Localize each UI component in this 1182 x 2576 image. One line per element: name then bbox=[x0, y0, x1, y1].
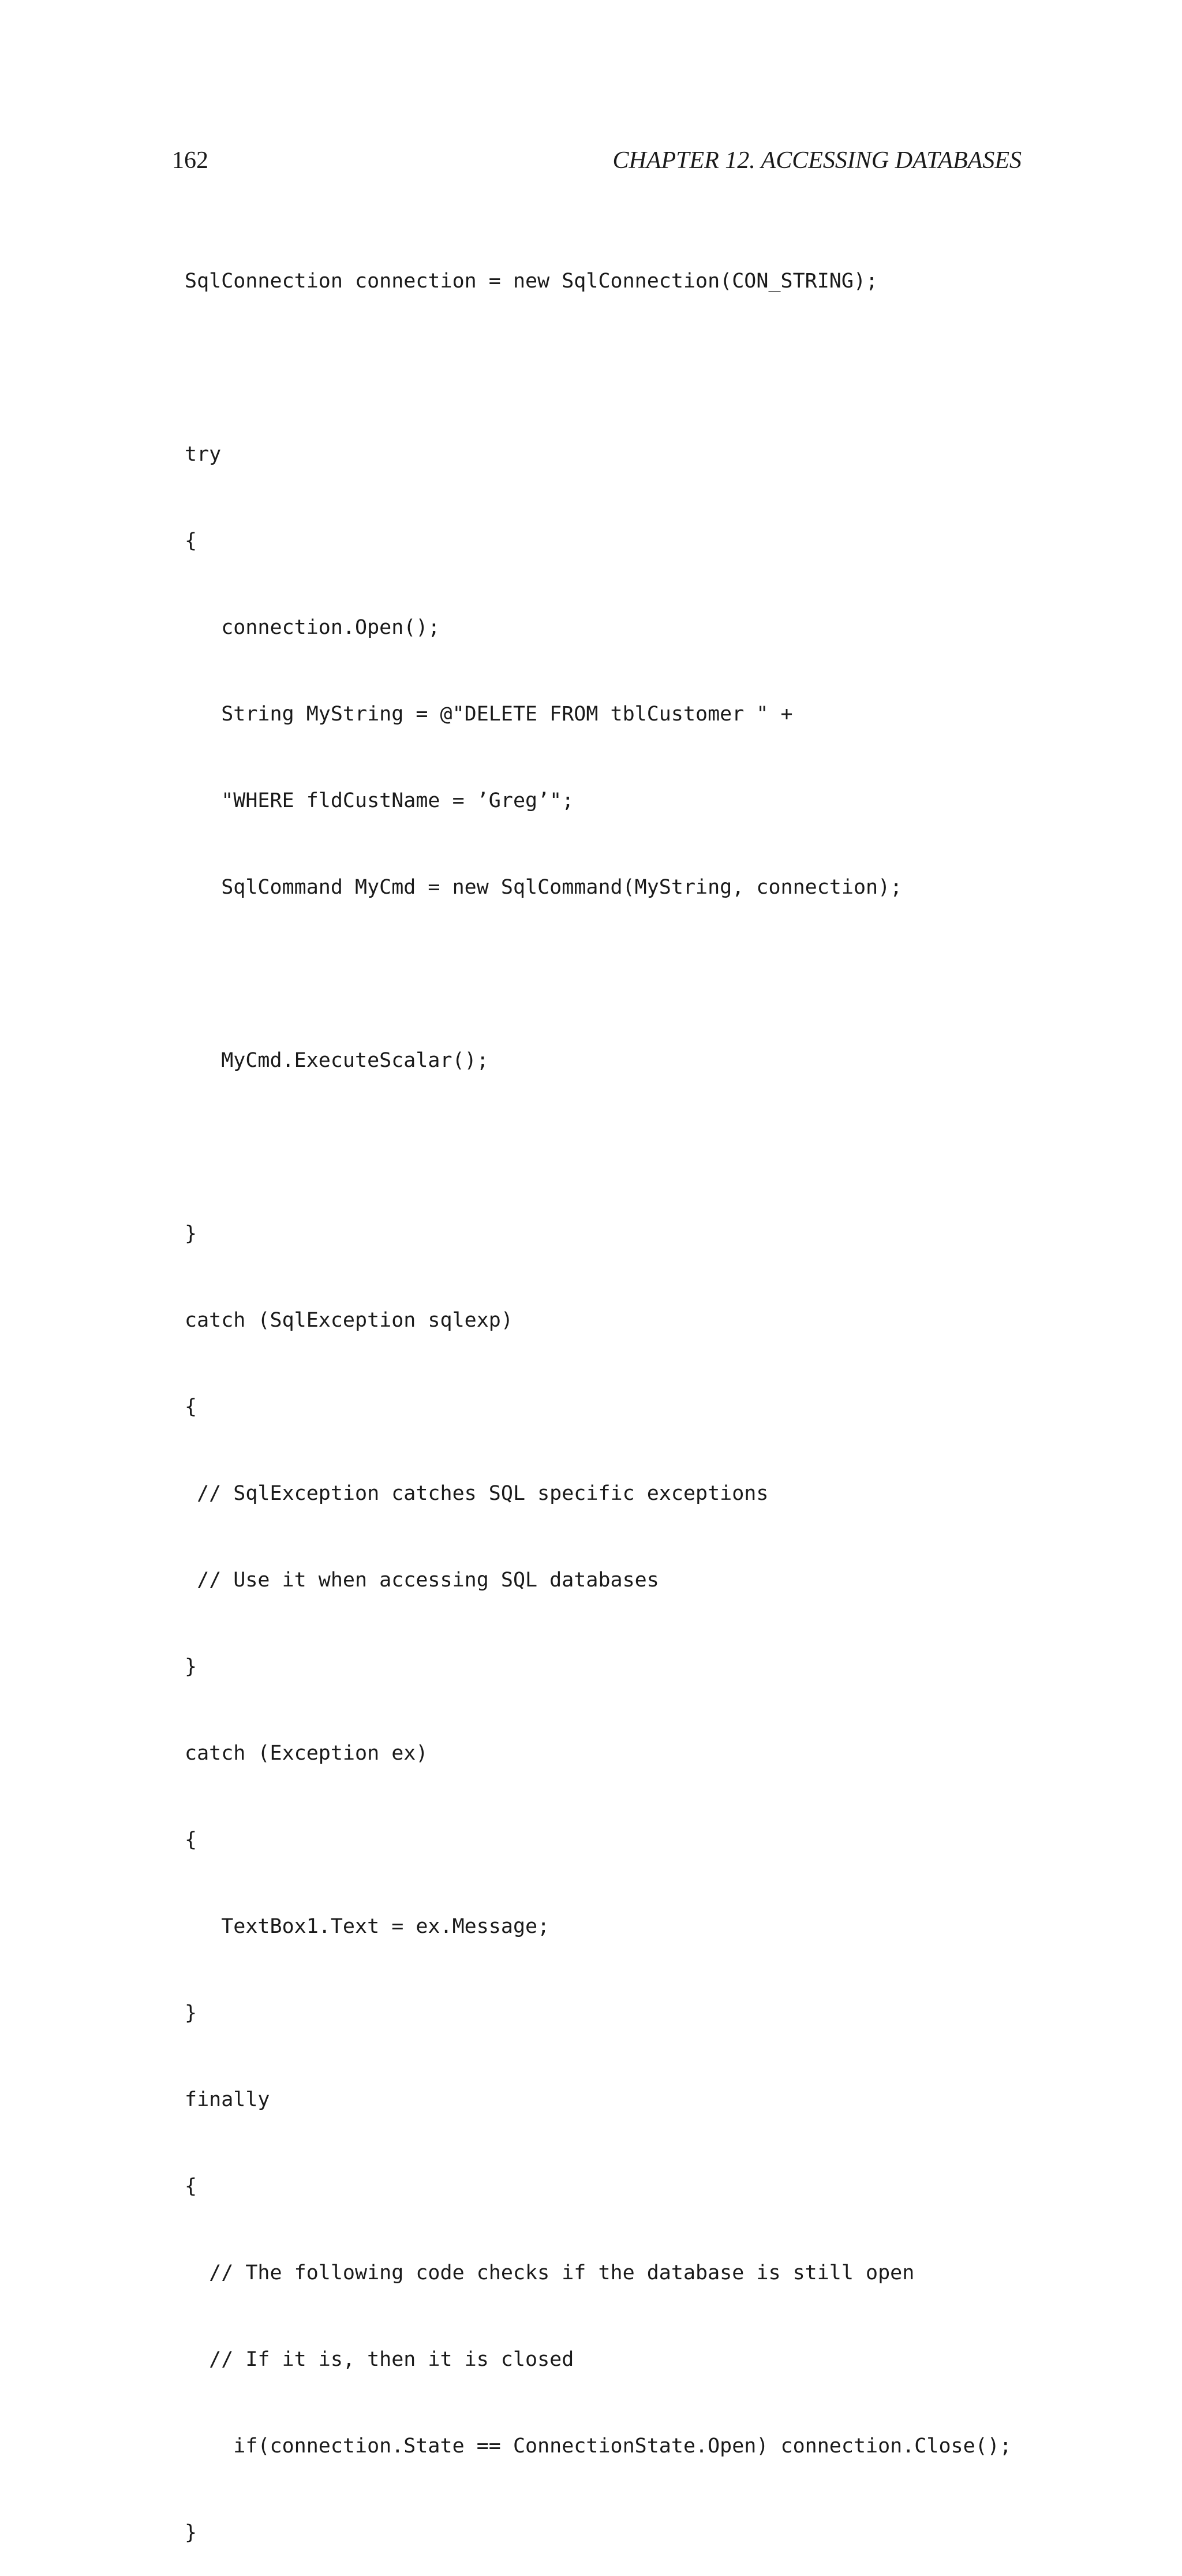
code-line: // If it is, then it is closed bbox=[185, 2348, 574, 2371]
code-line: } bbox=[185, 2521, 197, 2544]
code-line: { bbox=[185, 1395, 197, 1418]
code-line: if(connection.State == ConnectionState.Open) connection.Close(); bbox=[185, 2435, 1012, 2458]
code-line: try bbox=[185, 443, 222, 466]
code-line: connection.Open(); bbox=[185, 616, 440, 639]
code-line: } bbox=[185, 2002, 197, 2025]
code-line: // The following code checks if the database is still open bbox=[185, 2261, 915, 2284]
code-line: } bbox=[185, 1655, 197, 1678]
code-line: { bbox=[185, 2175, 197, 2198]
code-line: MyCmd.ExecuteScalar(); bbox=[185, 1049, 489, 1072]
code-line: finally bbox=[185, 2088, 270, 2111]
code-line: // SqlException catches SQL specific exceptions bbox=[185, 1482, 769, 1505]
page-number: 162 bbox=[172, 147, 208, 174]
code-line: SqlConnection connection = new SqlConnection(CON_STRING); bbox=[185, 270, 878, 293]
code-line: // Use it when accessing SQL databases bbox=[185, 1569, 659, 1592]
code-line bbox=[185, 353, 1012, 382]
code-line: String MyString = @"DELETE FROM tblCustomer " + bbox=[185, 703, 793, 726]
code-line: { bbox=[185, 529, 197, 552]
code-line: { bbox=[185, 1828, 197, 1851]
code-line: "WHERE fldCustName = ’Greg’"; bbox=[185, 789, 574, 812]
page-header bbox=[172, 143, 1022, 178]
code-listing bbox=[185, 209, 1012, 2576]
code-line bbox=[185, 960, 1012, 988]
code-line: catch (SqlException sqlexp) bbox=[185, 1309, 513, 1332]
code-line: SqlCommand MyCmd = new SqlCommand(MyString, connection); bbox=[185, 876, 903, 899]
code-line: } bbox=[185, 1222, 197, 1245]
code-line: TextBox1.Text = ex.Message; bbox=[185, 1915, 550, 1938]
code-line bbox=[185, 1133, 1012, 1162]
code-line: catch (Exception ex) bbox=[185, 1742, 428, 1765]
running-head: CHAPTER 12. ACCESSING DATABASES bbox=[612, 147, 1022, 174]
